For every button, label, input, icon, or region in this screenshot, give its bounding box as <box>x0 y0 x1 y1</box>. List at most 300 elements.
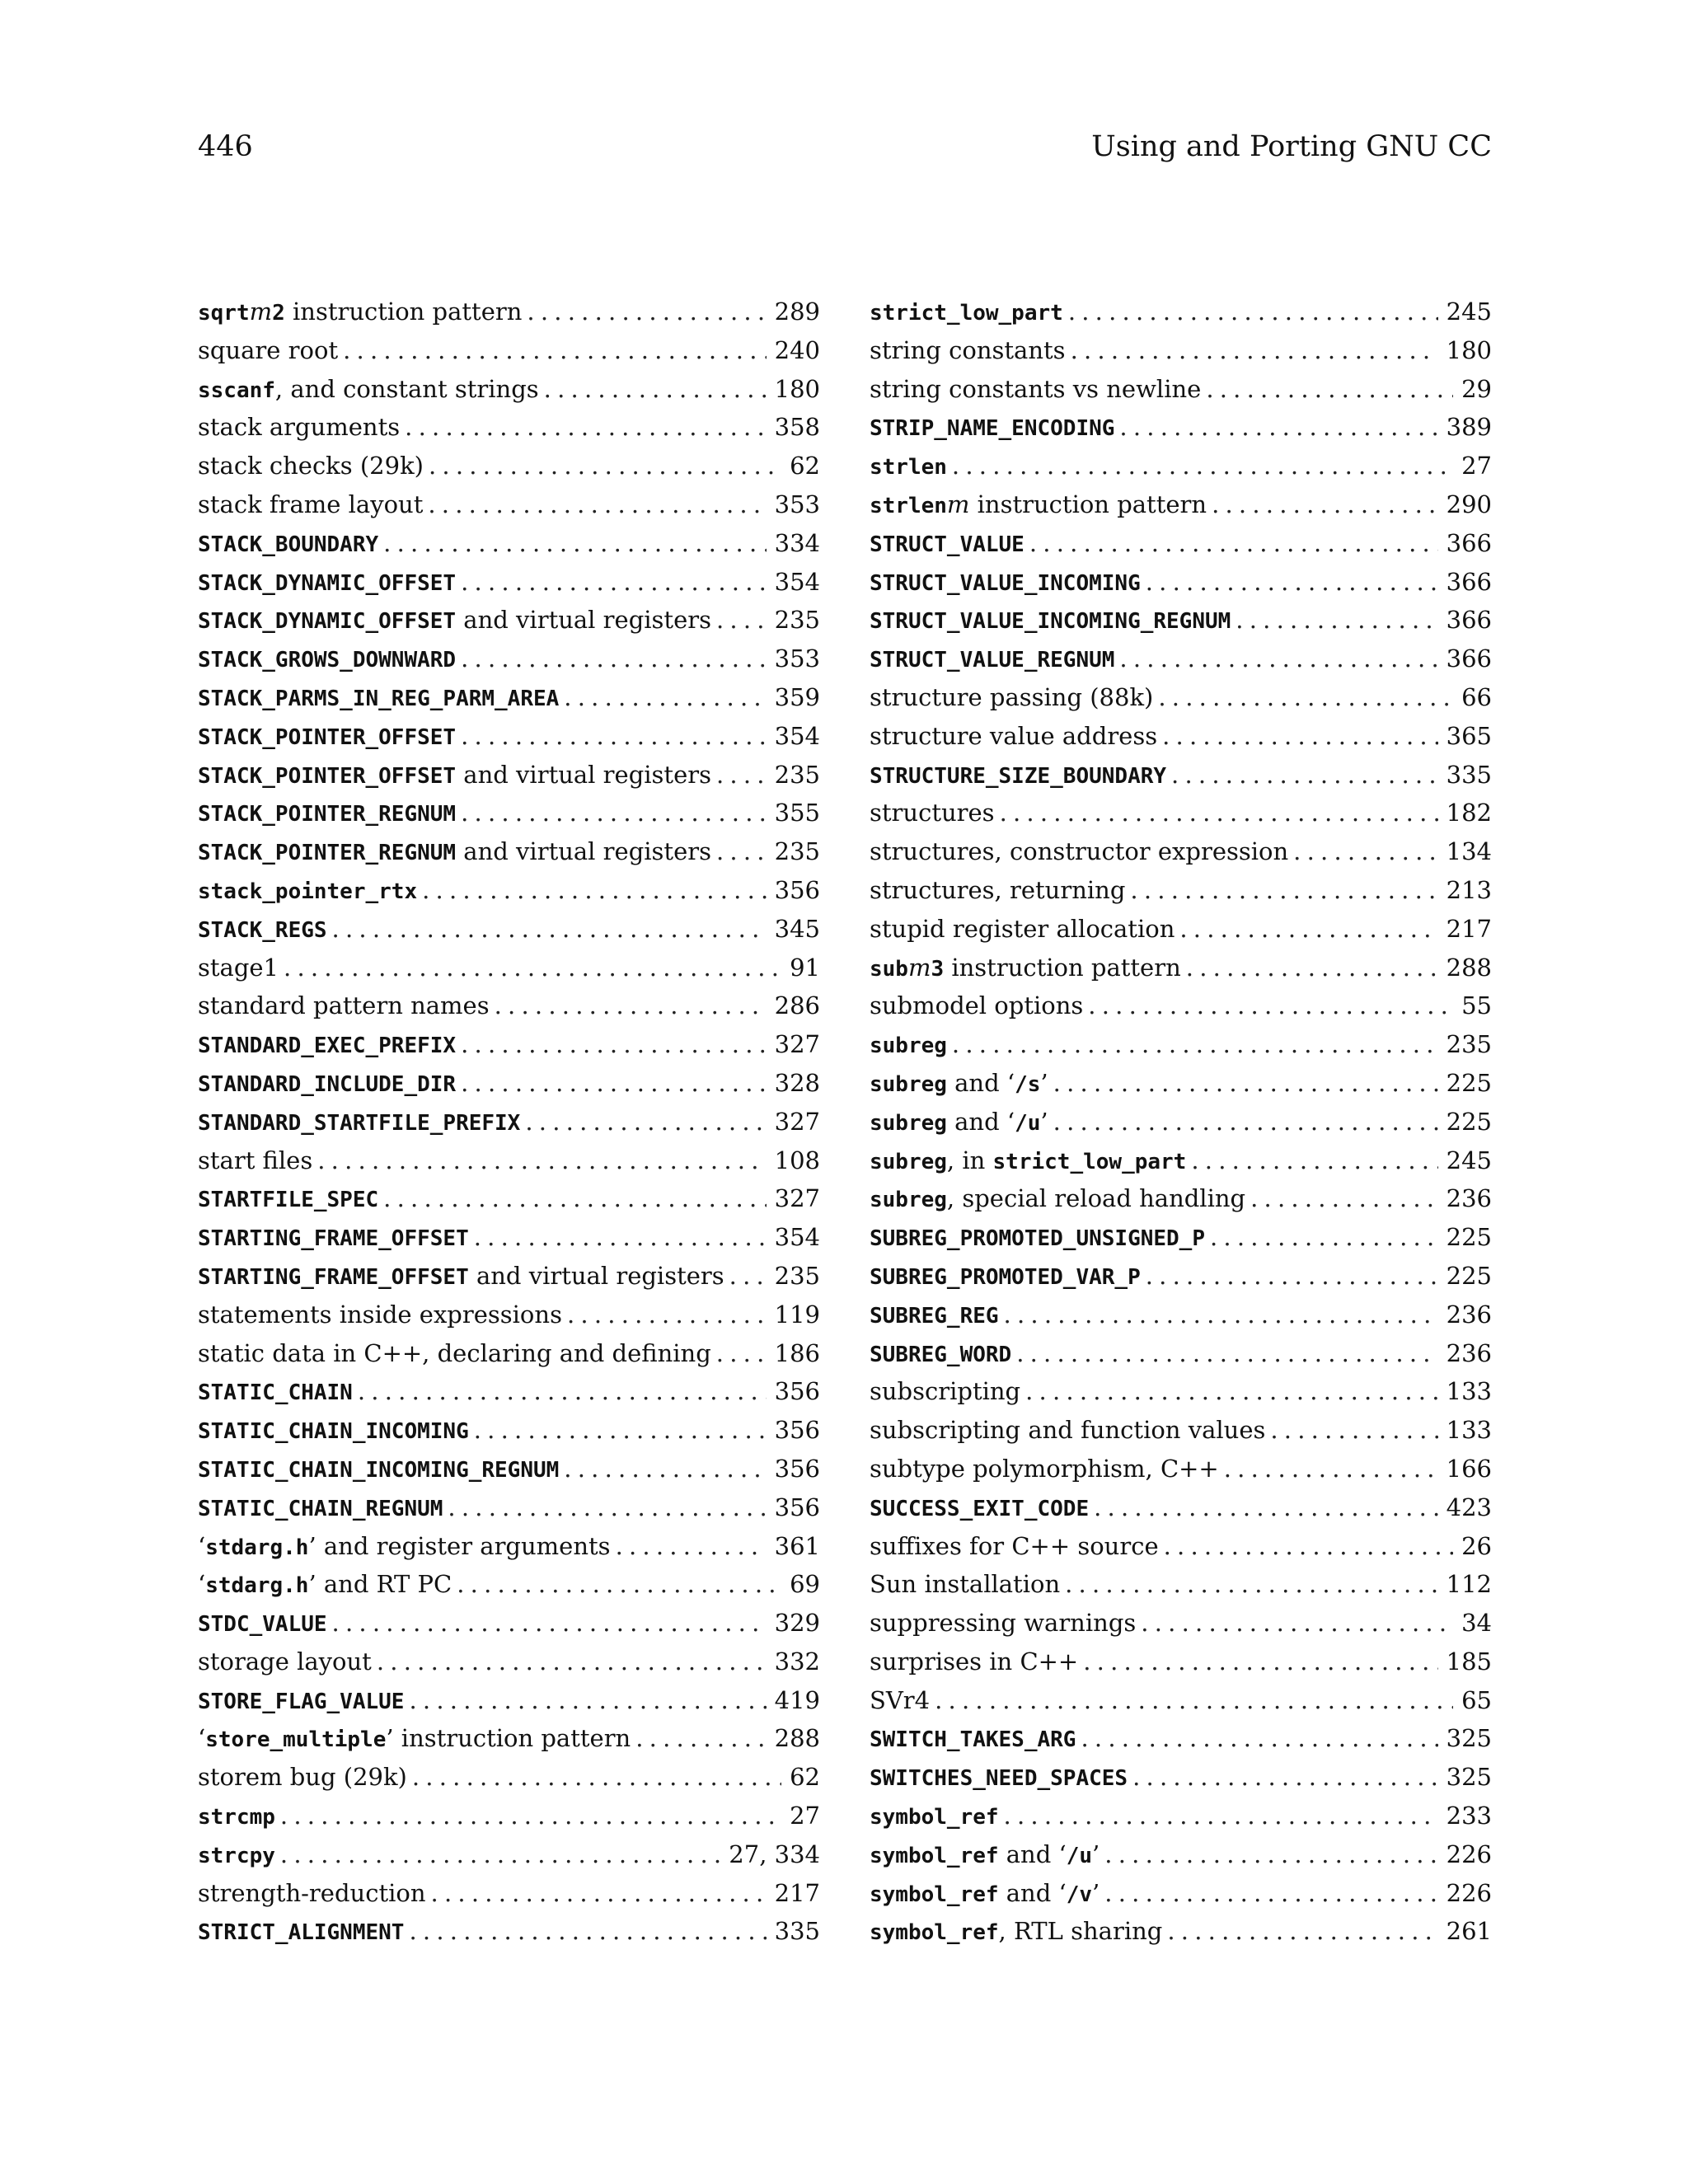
index-term-part: structures, returning <box>870 875 1126 904</box>
index-term-part: STRIP_NAME_ENCODING <box>870 416 1115 442</box>
index-entry <box>198 640 820 678</box>
dot-leader <box>461 717 767 756</box>
index-entry <box>870 756 1492 794</box>
dot-leader <box>1004 1296 1438 1334</box>
dot-leader <box>1210 1218 1438 1257</box>
index-page-ref: 34 <box>1461 1609 1492 1638</box>
index-term <box>198 447 424 485</box>
dot-leader <box>1071 331 1438 370</box>
index-term <box>198 1835 275 1876</box>
index-entry <box>198 987 820 1025</box>
dot-leader <box>1164 1527 1453 1566</box>
index-term-part: structures <box>870 799 995 827</box>
index-term <box>870 408 1114 448</box>
dot-leader <box>431 1874 767 1913</box>
index-term <box>198 1334 711 1373</box>
index-term <box>870 756 1166 796</box>
dot-leader <box>635 1719 766 1758</box>
index-entry <box>870 910 1492 949</box>
index-term-part: stack arguments <box>198 413 401 442</box>
index-entry <box>198 524 820 563</box>
index-term-part: subscripting and function values <box>870 1416 1266 1445</box>
dot-leader <box>1162 717 1438 756</box>
index-page-ref: 361 <box>774 1531 820 1560</box>
index-page-ref: 345 <box>774 914 820 943</box>
index-entry <box>870 408 1492 447</box>
index-term-part: and ‘ <box>998 1840 1067 1868</box>
index-term-part: STACK_GROWS_DOWNWARD <box>198 648 457 673</box>
index-term-part: STACK_POINTER_REGNUM <box>198 841 457 866</box>
index-page-ref: 133 <box>1446 1377 1492 1406</box>
dot-leader <box>457 1565 781 1604</box>
index-term-part: and ‘ <box>946 1107 1015 1136</box>
index-entry <box>870 1719 1492 1758</box>
index-page-ref: 180 <box>774 374 820 403</box>
dot-leader <box>1141 1604 1453 1643</box>
index-term <box>198 1604 327 1644</box>
index-term <box>198 1450 559 1490</box>
index-term <box>198 1103 520 1143</box>
index-term-part: /u <box>1066 1843 1093 1868</box>
index-term-part: , special reload handling <box>946 1184 1246 1213</box>
dot-leader <box>1083 1643 1437 1681</box>
index-term-part: STANDARD_EXEC_PREFIX <box>198 1033 457 1059</box>
index-term <box>870 717 1157 756</box>
index-entry <box>198 563 820 602</box>
index-page-ref: 166 <box>1446 1454 1492 1483</box>
dot-leader <box>412 1758 781 1797</box>
index-term-part: SUCCESS_EXIT_CODE <box>870 1496 1090 1521</box>
index-term <box>198 524 378 565</box>
index-page-ref: 325 <box>1446 1724 1492 1753</box>
dot-leader <box>358 1372 767 1411</box>
index-entry <box>198 1411 820 1450</box>
index-page-ref: 353 <box>774 644 820 673</box>
dot-leader <box>280 1835 720 1874</box>
index-term-part: strcpy <box>198 1843 275 1868</box>
index-term-part: subreg <box>870 1188 947 1213</box>
index-term-part: STANDARD_INCLUDE_DIR <box>198 1071 457 1097</box>
index-term <box>870 1064 1048 1104</box>
index-columns <box>198 293 1492 1951</box>
dot-leader <box>564 678 766 717</box>
dot-leader <box>952 447 1453 485</box>
dot-leader <box>1293 832 1437 871</box>
dot-leader <box>405 408 767 447</box>
index-page-ref: 366 <box>1446 644 1492 673</box>
index-term <box>198 1296 562 1334</box>
index-term-part: string constants <box>870 335 1066 364</box>
index-term-part: STARTFILE_SPEC <box>198 1188 379 1213</box>
index-term <box>870 910 1175 949</box>
dot-leader <box>332 910 767 949</box>
index-page-ref: 180 <box>1446 335 1492 364</box>
index-page-ref: 289 <box>774 298 820 326</box>
index-term-part: store_multiple <box>205 1727 387 1753</box>
index-term-part: and virtual registers <box>456 606 711 635</box>
dot-leader <box>280 1797 781 1835</box>
index-entry <box>870 601 1492 640</box>
index-term-part: suffixes for C++ source <box>870 1531 1159 1560</box>
index-page-ref: 134 <box>1446 837 1492 866</box>
dot-leader <box>474 1411 767 1450</box>
index-term-part: symbol_ref <box>870 1805 999 1830</box>
index-page-ref: 27 <box>790 1802 820 1830</box>
index-entry <box>198 756 820 794</box>
index-entry <box>198 1797 820 1835</box>
index-term <box>870 1025 947 1066</box>
index-term <box>198 1681 404 1722</box>
dot-leader <box>716 832 767 871</box>
dot-leader <box>1171 756 1438 794</box>
index-entry <box>870 871 1492 910</box>
index-term-part: STACK_POINTER_OFFSET <box>198 724 457 750</box>
index-page-ref: 290 <box>1446 490 1492 518</box>
index-page-ref: 235 <box>774 1261 820 1290</box>
index-term <box>198 949 279 987</box>
index-entry <box>198 871 820 910</box>
dot-leader <box>1065 1565 1438 1604</box>
index-entry <box>198 408 820 447</box>
index-entry <box>870 1604 1492 1643</box>
index-entry <box>870 1527 1492 1566</box>
index-entry <box>198 1025 820 1064</box>
index-entry <box>870 949 1492 987</box>
index-term-part: and virtual registers <box>456 760 711 789</box>
dot-leader <box>567 1296 767 1334</box>
index-term-part: strlen <box>870 493 947 518</box>
index-term <box>198 1643 372 1681</box>
index-term-part: SUBREG_PROMOTED_VAR_P <box>870 1264 1141 1290</box>
index-term <box>198 794 456 834</box>
index-term <box>198 331 338 370</box>
index-term <box>870 1411 1265 1450</box>
index-term <box>870 1527 1159 1566</box>
index-page-ref: 66 <box>1461 682 1492 711</box>
index-page-ref: 236 <box>1446 1184 1492 1213</box>
index-entry <box>198 1874 820 1913</box>
dot-leader <box>1191 1141 1437 1180</box>
index-term-part: strict_low_part <box>992 1149 1187 1174</box>
index-page-ref: 225 <box>1446 1068 1492 1097</box>
index-term <box>198 871 417 912</box>
index-page-ref: 235 <box>774 837 820 866</box>
index-page-ref: 55 <box>1461 991 1492 1020</box>
index-term <box>870 1218 1205 1258</box>
index-term-part: STDC_VALUE <box>198 1612 327 1638</box>
index-term <box>870 1565 1060 1604</box>
index-term-part: ‘ <box>198 1724 206 1753</box>
index-term-part: strict_low_part <box>870 301 1063 326</box>
index-term-part: strcmp <box>198 1805 275 1830</box>
index-term <box>870 871 1125 910</box>
index-page-ref: 359 <box>774 682 820 711</box>
index-term <box>870 1334 1011 1375</box>
index-term <box>198 987 490 1025</box>
index-page-ref: 327 <box>774 1107 820 1136</box>
index-page-ref: 366 <box>1446 606 1492 635</box>
index-term-part: sqrt <box>198 301 250 326</box>
index-term <box>198 640 456 680</box>
index-term-part: STATIC_CHAIN_REGNUM <box>198 1496 443 1521</box>
index-term-part: STACK_PARMS_IN_REG_PARM_AREA <box>198 686 560 711</box>
dot-leader <box>1132 1758 1438 1797</box>
dot-leader <box>716 1334 767 1373</box>
dot-leader <box>716 601 767 640</box>
index-term <box>870 1141 1186 1182</box>
index-term-part: sscanf <box>198 377 275 403</box>
index-page-ref: 335 <box>774 1917 820 1946</box>
index-entry <box>198 1719 820 1758</box>
index-page-ref: 225 <box>1446 1107 1492 1136</box>
index-entry <box>198 1218 820 1257</box>
index-term-part: sub <box>870 956 908 982</box>
index-entry <box>198 293 820 331</box>
index-entry <box>870 331 1492 370</box>
index-entry <box>198 1604 820 1643</box>
index-term-part: subscripting <box>870 1377 1021 1406</box>
index-term <box>870 1758 1128 1798</box>
index-term <box>870 331 1066 370</box>
index-term-part: stack frame layout <box>198 490 424 518</box>
index-page-ref: 213 <box>1446 875 1492 904</box>
index-entry <box>870 1488 1492 1527</box>
dot-leader <box>461 1064 767 1103</box>
index-term-part: square root <box>198 335 339 364</box>
index-page-ref: 419 <box>774 1685 820 1714</box>
index-term <box>870 485 1207 526</box>
index-term <box>198 832 711 873</box>
index-term <box>198 1064 456 1104</box>
index-term-part: STRUCT_VALUE_INCOMING_REGNUM <box>870 609 1231 635</box>
dot-leader <box>1146 1257 1438 1296</box>
index-term-part: subreg <box>870 1033 947 1059</box>
dot-leader <box>1029 524 1438 563</box>
index-term-part: stack_pointer_rtx <box>198 879 418 904</box>
index-term-part: structure passing (88k) <box>870 682 1154 711</box>
index-entry <box>198 717 820 756</box>
index-entry <box>198 910 820 949</box>
index-term-part: stack checks (29k) <box>198 452 424 480</box>
index-term <box>198 1488 443 1529</box>
dot-leader <box>377 1643 767 1681</box>
index-entry <box>198 601 820 640</box>
index-term-part: symbol_ref <box>870 1920 999 1946</box>
index-page-ref: 353 <box>774 490 820 518</box>
dot-leader <box>1224 1450 1438 1488</box>
index-term <box>870 640 1114 680</box>
index-page-ref: 26 <box>1461 1531 1492 1560</box>
dot-leader <box>564 1450 766 1488</box>
index-term-part: STANDARD_STARTFILE_PREFIX <box>198 1110 521 1136</box>
index-page-ref: 286 <box>774 991 820 1020</box>
index-term-part: instruction pattern <box>944 953 1181 982</box>
index-entry <box>198 485 820 524</box>
dot-leader <box>383 524 766 563</box>
index-term <box>198 485 423 524</box>
index-entry <box>198 1758 820 1797</box>
dot-leader <box>1179 910 1437 949</box>
index-term <box>198 1372 353 1413</box>
index-term-part: , RTL sharing <box>998 1917 1163 1946</box>
index-term-part: ’ and RT PC <box>308 1570 452 1599</box>
index-entry <box>870 1797 1492 1835</box>
index-page-ref: 354 <box>774 1223 820 1252</box>
index-entry <box>870 524 1492 563</box>
index-entry <box>870 1372 1492 1411</box>
index-page-ref: 245 <box>1446 1146 1492 1174</box>
dot-leader <box>1130 871 1437 910</box>
index-entry <box>198 1141 820 1180</box>
index-term <box>870 1912 1162 1952</box>
index-page-ref: 354 <box>774 721 820 750</box>
index-page-ref: 235 <box>774 606 820 635</box>
dot-leader <box>1270 1411 1437 1450</box>
dot-leader <box>952 1025 1438 1064</box>
index-entry <box>198 1565 820 1604</box>
index-term <box>198 1874 426 1913</box>
index-term <box>870 1372 1020 1411</box>
index-term <box>870 1643 1078 1681</box>
index-column-left <box>198 293 820 1951</box>
dot-leader <box>616 1527 767 1566</box>
index-entry <box>198 1643 820 1681</box>
index-page-ref: 358 <box>774 413 820 442</box>
dot-leader <box>1206 370 1453 409</box>
index-page-ref: 186 <box>774 1338 820 1367</box>
index-page-ref: 27 <box>1461 452 1492 480</box>
dot-leader <box>1000 794 1438 832</box>
index-page-ref: 62 <box>790 1763 820 1792</box>
index-entry <box>198 370 820 409</box>
dot-leader <box>409 1912 766 1951</box>
index-entry <box>870 1643 1492 1681</box>
index-entry <box>870 370 1492 409</box>
index-term <box>870 1257 1141 1297</box>
index-term <box>870 794 995 832</box>
index-page-ref: 288 <box>774 1724 820 1753</box>
index-term-part: m <box>907 953 931 982</box>
dot-leader <box>284 949 781 987</box>
dot-leader <box>1104 1835 1437 1874</box>
index-entry <box>198 1835 820 1874</box>
index-page-ref: 27, 334 <box>729 1840 820 1868</box>
dot-leader <box>1088 987 1453 1025</box>
index-entry <box>870 1296 1492 1334</box>
index-term-part: , in <box>946 1146 993 1174</box>
index-term-part: STRUCT_VALUE_REGNUM <box>870 648 1115 673</box>
index-term-part: STACK_BOUNDARY <box>198 532 379 557</box>
index-term <box>198 910 327 950</box>
index-term <box>198 1565 452 1605</box>
index-term <box>870 987 1083 1025</box>
index-page-ref: 225 <box>1446 1261 1492 1290</box>
index-term-part: strlen <box>870 455 947 480</box>
dot-leader <box>1167 1912 1437 1951</box>
index-term-part: start files <box>198 1146 313 1174</box>
index-entry <box>870 1334 1492 1373</box>
index-page-ref: 91 <box>790 953 820 982</box>
dot-leader <box>422 871 767 910</box>
index-entry <box>198 678 820 717</box>
index-term-part: 2 <box>272 301 285 326</box>
index-term-part: stupid register allocation <box>870 914 1175 943</box>
dot-leader <box>461 640 767 678</box>
index-term-part: ’ <box>1040 1068 1048 1097</box>
index-term-part: subtype polymorphism, C++ <box>870 1454 1219 1483</box>
book-title: Using and Porting GNU CC <box>1091 130 1492 163</box>
index-term-part: static data in C++, declaring and defining <box>198 1338 711 1367</box>
index-page-ref: 329 <box>774 1609 820 1638</box>
index-term-part: STRICT_ALIGNMENT <box>198 1920 405 1946</box>
index-page-ref: 182 <box>1446 799 1492 827</box>
index-term <box>198 678 559 719</box>
dot-leader <box>428 485 766 524</box>
index-term-part: subreg <box>870 1149 947 1174</box>
dot-leader <box>343 331 767 370</box>
index-term-part: STACK_POINTER_REGNUM <box>198 802 457 827</box>
index-term <box>198 1797 275 1837</box>
dot-leader <box>1119 640 1437 678</box>
index-entry <box>870 1912 1492 1951</box>
index-entry <box>870 1681 1492 1720</box>
index-term-part: statements inside expressions <box>198 1300 562 1329</box>
index-term <box>198 601 711 641</box>
dot-leader <box>1236 601 1437 640</box>
index-page-ref: 328 <box>774 1068 820 1097</box>
index-entry <box>870 1758 1492 1797</box>
index-term-part: strength-reduction <box>198 1878 426 1907</box>
index-term <box>198 1758 407 1797</box>
index-entry <box>870 678 1492 717</box>
index-entry <box>870 1025 1492 1064</box>
index-term-part: and ‘ <box>946 1068 1015 1097</box>
index-entry <box>870 1411 1492 1450</box>
index-term <box>870 524 1025 565</box>
index-page-ref: 233 <box>1446 1802 1492 1830</box>
dot-leader <box>1053 1103 1438 1141</box>
dot-leader <box>409 1681 766 1720</box>
index-page-ref: 354 <box>774 567 820 596</box>
dot-leader <box>1025 1372 1438 1411</box>
index-term-part: ’ <box>1092 1840 1100 1868</box>
index-term-part: submodel options <box>870 991 1084 1020</box>
index-term <box>198 1527 611 1568</box>
index-term-part: SUBREG_PROMOTED_UNSIGNED_P <box>870 1226 1205 1252</box>
index-term-part: m <box>946 490 970 518</box>
index-term-part: STORE_FLAG_VALUE <box>198 1689 405 1714</box>
index-term <box>198 293 522 333</box>
index-entry <box>198 1527 820 1566</box>
index-page-ref: 366 <box>1446 567 1492 596</box>
index-term <box>870 1450 1219 1488</box>
index-term <box>198 1218 469 1258</box>
index-page-ref: 356 <box>774 875 820 904</box>
index-term <box>198 563 456 603</box>
dot-leader <box>1104 1874 1437 1913</box>
index-entry <box>870 1064 1492 1103</box>
index-entry <box>870 1835 1492 1874</box>
index-term-part: SUBREG_WORD <box>870 1342 1012 1367</box>
dot-leader <box>527 293 766 331</box>
index-term-part: , and constant strings <box>274 374 539 403</box>
index-page-ref: 235 <box>1446 1030 1492 1059</box>
index-entry <box>870 1141 1492 1180</box>
index-term <box>870 293 1063 333</box>
index-page-ref: 217 <box>1446 914 1492 943</box>
index-term-part: STACK_REGS <box>198 917 327 943</box>
dot-leader <box>1068 293 1438 331</box>
